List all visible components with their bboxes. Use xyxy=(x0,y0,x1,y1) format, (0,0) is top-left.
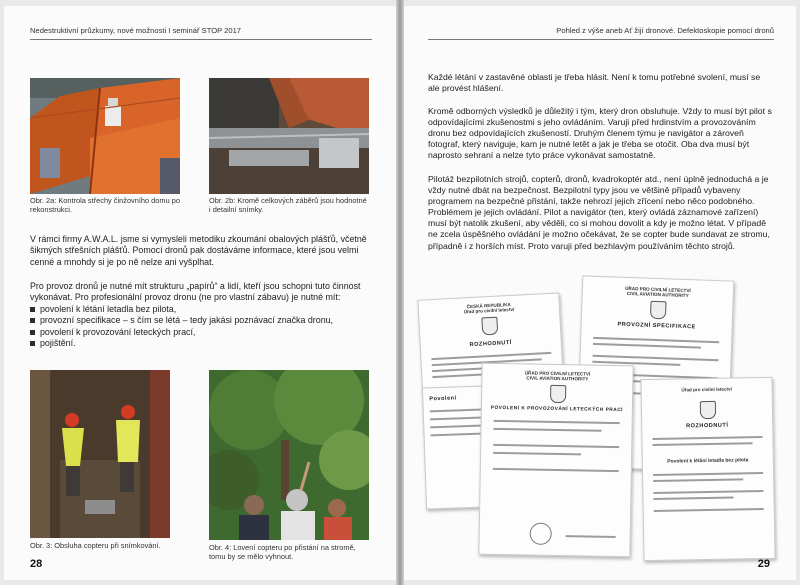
list-item: povolení k provozování leteckých prací, xyxy=(30,327,372,338)
photo-copter-operators xyxy=(30,370,170,538)
requirements-list xyxy=(30,304,372,350)
coat-of-arms-icon xyxy=(700,401,716,419)
stamp-icon xyxy=(530,523,552,545)
caption-fig4: Obr. 4: Lovení copteru po přistání na stromě, tomu by se mělo vyhnout. xyxy=(209,543,356,562)
document-povoleni: Povolení xyxy=(422,384,518,509)
document-rozhodnuti-2: Úřad pro civilní letectví ROZHODNUTÍ Povolení k létání letadla bez pilota xyxy=(640,377,775,561)
coat-of-arms-icon xyxy=(550,385,566,403)
caption-fig3: Obr. 3: Obsluha copteru při snímkování. xyxy=(30,541,161,550)
coat-of-arms-icon xyxy=(650,301,667,320)
photo-copter-tree xyxy=(209,370,369,540)
book-gutter xyxy=(396,0,404,585)
coat-of-arms-icon xyxy=(481,317,498,336)
list-item: provozní specifikace – s čím se létá – tedy jakási poznávací značka dronu, xyxy=(30,315,372,326)
paragraph-safety: Pilotáž bezpilotních strojů, copterů, dronů, kvadrokoptér atd., není úplně jednoduchá a je vždy nutné dbát na bezpečnost. Bezpilotní typy jsou ve většině případů vybaveny programem na bezpečné přistání, takže nehrozí jejich zřícení nebo něco podobného. Problémem je jejich ovládání. Pilot a navigátor (ten, který ovládá záznamové zařízení) musí být natolik zkušení, aby věděli, co si mohou dovolit a kdy je možno létat. V případě ne zcela úspěšného ovládání je možno očekávat, že se copter bude sundavat ze stromu, případně i z horších míst. Proto varuji před bezhlavým používáním těchto strojů. xyxy=(428,174,770,251)
photo-roof-detail xyxy=(209,78,369,194)
running-head: Nedestruktivní průzkumy, nové možnosti I seminář STOP 2017 xyxy=(30,26,242,35)
paragraph-reporting: Každé létání v zastavěné oblasti je třeba hlásit. Není k tomu potřebné svolení, musí se ale provést hlášení. xyxy=(428,72,761,94)
list-item: povolení k létání letadla bez pilota, xyxy=(30,304,372,315)
caption-fig2a: Obr. 2a: Kontrola střechy činžovního domu po rekonstrukci. xyxy=(30,196,180,215)
page-number: 29 xyxy=(757,558,770,570)
document-provozni-specifikace: ÚŘAD PRO CIVILNÍ LETECTVÍ CIVIL AVIATION AUTHORITY PROVOZNÍ SPECIFIKACE xyxy=(576,275,735,472)
caption-fig2b: Obr. 2b: Kromě celkových záběrů jsou hodnotné i detailní snímky. xyxy=(209,196,367,215)
running-head: Pohled z výše aneb Ať žijí dronové. Defektoskopie pomocí dronů xyxy=(556,26,774,35)
header-rule xyxy=(30,39,372,40)
header-rule xyxy=(428,39,774,40)
paragraph-requirements: Pro provoz dronů je nutné mít strukturu „papírů“ a lidí, kteří jsou schopni tuto činnost vykonávat. Pro profesionální provoz dronu (ne pro vlastní zábavu) je nutné mít: xyxy=(30,281,361,303)
paragraph-team: Kromě odborných výsledků je důležitý i tým, který dron obsluhuje. Vždy to musí být pilot s odpovídajícími zkušenostmi s jeho ovládáním. Varuji před hrdinstvím a provozováním dronu bez odpovídajících zkušeností. Druhým členem týmu je navigátor a zároveň fotograf, který naviguje, kam je nutné letět a jak je třeba se otočit. Oba dva musí být naprosto sehraní a nelze tyto práce vykonávat samostatně. xyxy=(428,106,772,161)
document-povoleni-leteckych-praci: ÚŘAD PRO CIVILNÍ LETECTVÍ CIVIL AVIATION AUTHORITY POVOLENÍ K PROVOZOVÁNÍ LETECKÝCH PRACÍ xyxy=(478,363,633,558)
photo-roof-aerial xyxy=(30,78,180,194)
paragraph-methodology: V rámci firmy A.W.A.L. jsme si vymysleli metodiku zkoumání obalových plášťů, včetně šikmých střešních plášťů. Pomocí dronů pak dostáváme informace, které jsou velmi cenné a mnohdy si je po ně nelze ani vyšplhat. xyxy=(30,234,367,267)
left-page xyxy=(4,6,396,580)
document-rozhodnuti-1: ČESKÁ REPUBLIKA Úřad pro civilní letectví ROZHODNUTÍ xyxy=(417,292,568,481)
page-number: 28 xyxy=(30,558,43,570)
right-page xyxy=(404,6,796,580)
list-item: pojištění. xyxy=(30,338,372,349)
